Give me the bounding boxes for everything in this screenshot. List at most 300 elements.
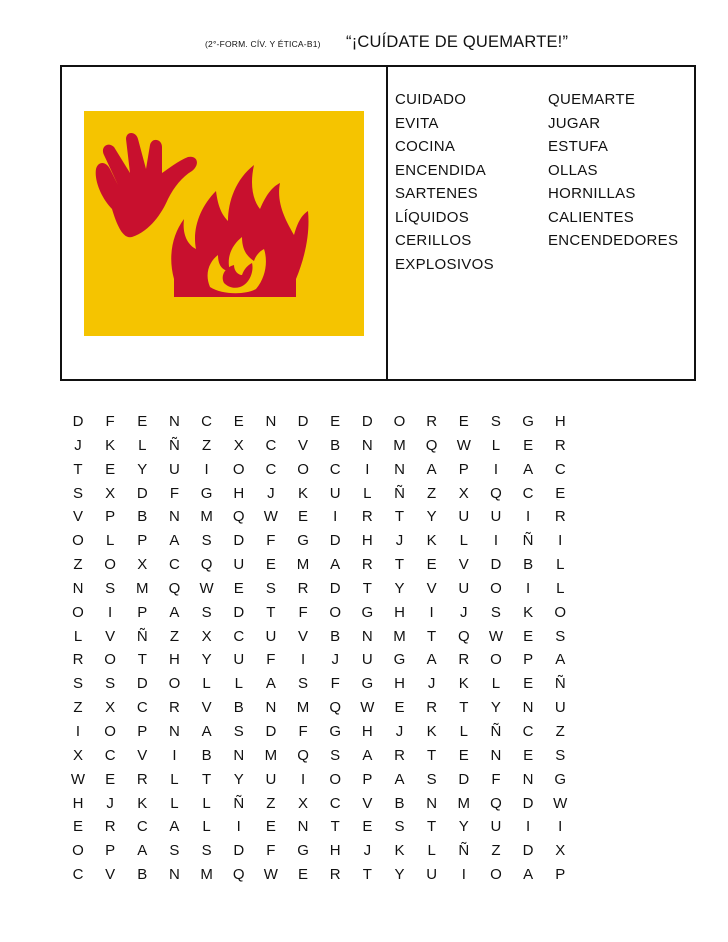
grid-letter: W [488,627,504,645]
grid-letter: J [427,675,436,693]
grid-letter: H [169,651,180,669]
grid-letter: A [201,722,212,740]
grid-letter: P [105,842,116,860]
grid-letter: W [553,794,568,812]
grid-letter: E [523,746,534,764]
grid-letter: U [426,866,438,884]
grid-letter: I [493,460,499,478]
grid-letter: X [233,436,244,454]
grid-letter: E [458,413,469,430]
grid-letter: N [169,413,180,430]
grid-letter: A [394,770,405,788]
grid-letter: H [233,484,245,502]
grid-letter: O [393,413,406,430]
grid-letter: M [296,556,310,574]
grid-letter: I [461,866,466,884]
grid-letter: F [266,842,276,860]
grid-letter: R [361,508,373,526]
grid-letter: F [266,651,276,669]
word-list-item: CUIDADO [395,91,467,108]
grid-row [66,556,696,580]
grid-letter: H [394,603,405,621]
word-list-item: QUEMARTE [548,91,636,108]
grid-letter: S [298,675,309,693]
grid-letter: O [104,651,116,669]
word-list-row [395,256,690,280]
grid-letter: S [265,579,276,597]
grid-letter: Ñ [458,842,470,860]
grid-letter: A [169,818,180,836]
grid-letter: X [201,627,212,645]
grid-letter: D [233,603,245,621]
grid-letter: H [72,794,84,812]
grid-letter: R [426,699,438,717]
grid-letter: R [329,866,341,884]
grid-letter: K [394,842,405,860]
grid-letter: S [201,842,212,860]
grid-letter: O [104,722,116,740]
grid-letter: B [137,508,148,526]
grid-letter: U [490,508,502,526]
grid-letter: U [554,699,566,717]
grid-row [66,413,696,437]
grid-letter: C [265,460,277,478]
word-list-item: EXPLOSIVOS [395,255,494,273]
grid-letter: G [297,842,309,860]
grid-letter: A [426,460,437,478]
grid-letter: P [362,770,373,788]
grid-letter: I [365,460,370,478]
grid-letter: Q [425,436,438,454]
grid-letter: N [361,436,373,454]
grid-letter: C [329,460,341,478]
grid-letter: S [426,770,437,788]
grid-letter: H [554,413,566,430]
grid-letter: B [330,627,341,645]
grid-letter: D [233,842,245,860]
grid-letter: P [137,603,148,621]
grid-letter: U [329,484,341,502]
grid-letter: W [199,579,214,597]
grid-letter: I [236,818,241,836]
grid-letter: N [72,579,84,597]
grid-letter: Q [168,579,181,597]
grid-letter: A [555,651,566,669]
grid-letter: D [136,484,148,502]
grid-letter: C [522,722,534,740]
grid-letter: D [329,579,341,597]
grid-letter: J [395,722,404,740]
grid-letter: Q [457,627,470,645]
word-list-item: CALIENTES [548,208,635,226]
grid-letter: Z [73,556,83,574]
grid-letter: E [105,770,116,788]
grid-letter: J [106,794,114,812]
grid-letter: N [169,508,180,526]
grid-letter: I [204,460,209,478]
grid-letter: H [361,722,373,740]
grid-letter: I [300,770,306,788]
grid-letter: V [105,866,116,884]
grid-letter: L [234,675,243,693]
grid-letter: F [266,532,276,550]
grid-letter: F [105,413,115,430]
grid-letter: Ñ [136,627,148,645]
grid-letter: T [427,627,437,645]
grid-letter: N [265,413,277,430]
grid-letter: K [426,532,437,550]
grid-letter: J [363,842,372,860]
grid-letter: S [169,842,180,860]
word-list-item: CERILLOS [395,232,472,249]
grid-letter: G [393,651,406,669]
grid-letter: Z [266,794,276,812]
grid-letter: A [362,746,373,764]
grid-letter: Q [200,556,213,574]
grid-letter: R [361,556,373,574]
grid-letter: C [136,699,148,717]
grid-letter: Z [73,699,83,717]
grid-letter: N [169,866,180,884]
grid-letter: Y [394,579,405,597]
grid-letter: E [233,579,244,597]
grid-letter: U [265,770,277,788]
grid-letter: J [74,436,82,454]
grid-row [66,604,696,628]
grid-letter: B [523,556,534,574]
grid-letter: I [172,746,177,764]
grid-letter: E [394,699,405,717]
word-list-item: COCINA [395,138,456,155]
grid-letter: T [362,579,372,597]
grid-letter: Ñ [394,484,405,502]
grid-letter: L [427,842,436,860]
grid-letter: Ñ [554,675,566,693]
grid-letter: N [522,699,534,717]
grid-letter: I [493,532,499,550]
grid-letter: U [458,579,470,597]
grid-letter: I [75,722,81,740]
grid-letter: R [169,699,180,717]
word-list-item: ESTUFA [548,138,609,155]
grid-letter: L [138,436,147,454]
grid-row [66,699,696,723]
grid-letter: B [201,746,212,764]
grid-row [66,651,696,675]
grid-letter: Q [232,508,245,526]
course-label: (2°-FORM. CÍV. Y ÉTICA-B1) [205,39,321,49]
grid-letter: C [554,460,566,478]
grid-letter: D [361,413,373,430]
grid-letter: X [298,794,309,812]
grid-letter: E [72,818,83,836]
grid-letter: D [72,413,84,430]
grid-letter: D [265,722,277,740]
grid-letter: K [523,603,534,621]
grid-letter: R [72,651,84,669]
grid-row [66,675,696,699]
grid-letter: N [297,818,309,836]
grid-letter: O [72,603,84,621]
word-search-grid [66,413,696,890]
grid-letter: C [136,818,148,836]
grid-row [66,866,696,890]
grid-letter: A [169,603,180,621]
grid-letter: E [330,413,341,430]
grid-letter: M [136,579,149,597]
grid-row [66,842,696,866]
grid-letter: L [73,627,83,645]
word-list-item: EVITA [395,114,439,132]
grid-letter: D [233,532,245,550]
grid-letter: D [522,794,534,812]
grid-letter: S [555,627,566,645]
grid-letter: U [458,508,470,526]
grid-letter: U [490,818,502,836]
word-list [395,91,690,279]
grid-letter: L [202,818,211,836]
word-list-row [395,185,690,209]
grid-letter: A [523,866,534,884]
grid-letter: Ñ [490,722,502,740]
grid-letter: M [296,699,310,717]
grid-letter: Y [426,508,437,526]
grid-letter: Y [490,699,501,717]
grid-letter: C [265,436,277,454]
grid-letter: F [491,770,501,788]
grid-letter: Y [458,818,469,836]
grid-letter: Q [329,699,342,717]
grid-letter: I [526,508,531,526]
grid-letter: J [267,484,275,502]
word-list-item: ENCENDIDA [395,161,487,179]
grid-letter: X [105,484,116,502]
grid-letter: O [329,770,342,788]
grid-letter: L [170,794,179,812]
grid-letter: Ñ [233,794,245,812]
grid-letter: L [491,436,501,454]
grid-letter: U [169,460,180,478]
grid-letter: C [522,484,534,502]
grid-letter: X [72,746,83,764]
grid-letter: Q [232,866,245,884]
word-list-row [395,209,690,233]
grid-letter: L [363,484,372,502]
grid-letter: N [361,627,373,645]
grid-letter: N [169,722,180,740]
grid-letter: I [558,532,563,550]
grid-letter: W [456,436,471,454]
grid-letter: S [555,746,566,764]
grid-letter: E [233,413,244,430]
grid-letter: G [361,675,374,693]
grid-letter: D [297,413,309,430]
grid-letter: L [556,579,565,597]
grid-letter: R [554,508,566,526]
grid-row [66,771,696,795]
grid-letter: H [394,675,405,693]
page-title: “¡CUÍDATE DE QUEMARTE!” [346,33,569,51]
grid-letter: S [490,603,501,621]
word-list-row [395,115,690,139]
grid-letter: T [427,818,437,836]
grid-letter: U [233,651,245,669]
grid-letter: T [459,699,469,717]
grid-letter: Z [427,484,437,502]
grid-letter: D [136,675,148,693]
grid-letter: G [297,532,309,550]
word-list-item: SARTENES [395,185,478,202]
grid-letter: V [137,746,148,764]
grid-letter: V [362,794,373,812]
grid-letter: X [137,556,148,574]
grid-letter: A [265,675,276,693]
grid-letter: I [429,603,434,621]
grid-letter: N [490,746,502,764]
grid-letter: V [105,627,116,645]
grid-letter: E [137,413,148,430]
grid-letter: Z [555,722,565,740]
grid-letter: I [526,579,531,597]
grid-letter: L [202,794,211,812]
grid-letter: L [556,556,565,574]
grid-letter: L [491,675,501,693]
grid-letter: T [362,866,372,884]
grid-letter: D [490,556,502,574]
grid-letter: L [459,722,468,740]
grid-letter: V [201,699,212,717]
grid-letter: A [169,532,180,550]
grid-letter: W [360,699,375,717]
grid-letter: Y [394,866,405,884]
grid-letter: K [298,484,309,502]
grid-letter: A [426,651,437,669]
grid-letter: N [426,794,438,812]
grid-letter: O [72,532,84,550]
grid-letter: R [458,651,470,669]
grid-letter: R [297,579,309,597]
grid-letter: O [490,651,502,669]
grid-letter: D [458,770,470,788]
grid-letter: Z [169,627,180,645]
grid-letter: I [300,651,306,669]
grid-letter: K [137,794,148,812]
grid-letter: V [458,556,469,574]
burn-warning-illustration [84,111,364,336]
grid-letter: Q [490,484,502,502]
grid-letter: W [70,770,86,788]
grid-letter: S [233,722,244,740]
grid-letter: U [265,627,277,645]
grid-letter: O [168,675,181,693]
grid-letter: R [104,818,116,836]
grid-letter: P [137,532,148,550]
grid-letter: Q [490,794,502,812]
grid-letter: M [393,627,406,645]
grid-row [66,795,696,819]
grid-letter: N [394,460,405,478]
grid-row [66,485,696,509]
grid-letter: R [426,413,438,430]
grid-letter: S [201,532,212,550]
grid-letter: G [554,770,567,788]
grid-letter: J [460,603,468,621]
grid-row [66,580,696,604]
word-list-item: LÍQUIDOS [395,208,470,226]
grid-letter: E [523,436,534,454]
grid-letter: P [137,722,148,740]
grid-letter: E [265,818,276,836]
grid-row [66,818,696,842]
grid-letter: Ñ [169,436,180,454]
grid-letter: E [458,746,469,764]
grid-letter: C [72,866,84,884]
grid-letter: O [554,603,567,621]
word-list-item: HORNILLAS [548,185,636,202]
grid-letter: I [333,508,338,526]
grid-letter: T [266,603,276,621]
grid-letter: C [233,627,245,645]
grid-letter: K [105,436,116,454]
grid-letter: R [554,436,566,454]
grid-letter: S [105,579,116,597]
word-list-item: JUGAR [548,114,601,132]
grid-row [66,437,696,461]
word-list-row [395,162,690,186]
grid-letter: L [202,675,211,693]
grid-row [66,723,696,747]
grid-letter: G [200,484,213,502]
grid-letter: J [331,651,339,669]
grid-letter: T [427,746,437,764]
grid-letter: O [297,460,309,478]
grid-letter: O [72,842,84,860]
grid-letter: X [555,842,566,860]
grid-letter: Q [297,746,309,764]
grid-letter: S [394,818,405,836]
grid-letter: X [105,699,116,717]
grid-letter: E [523,627,534,645]
grid-letter: H [329,842,341,860]
grid-letter: M [200,508,213,526]
grid-letter: T [330,818,340,836]
grid-letter: M [264,746,278,764]
grid-letter: S [72,484,83,502]
grid-letter: T [73,460,83,478]
grid-letter: S [105,675,116,693]
grid-letter: E [426,556,437,574]
grid-letter: R [136,770,148,788]
grid-letter: A [330,556,341,574]
grid-letter: B [330,436,341,454]
grid-letter: P [458,460,469,478]
grid-row [66,628,696,652]
grid-letter: N [265,699,277,717]
grid-letter: L [459,532,468,550]
grid-letter: V [72,508,83,526]
grid-letter: K [458,675,469,693]
word-list-item: ENCENDEDORES [548,232,679,249]
grid-letter: V [298,627,309,645]
grid-letter: Y [233,770,244,788]
grid-letter: Ñ [522,532,534,550]
grid-letter: S [72,675,83,693]
grid-letter: B [233,699,244,717]
grid-letter: W [263,508,278,526]
grid-letter: N [233,746,245,764]
grid-letter: E [298,508,309,526]
grid-letter: M [457,794,471,812]
